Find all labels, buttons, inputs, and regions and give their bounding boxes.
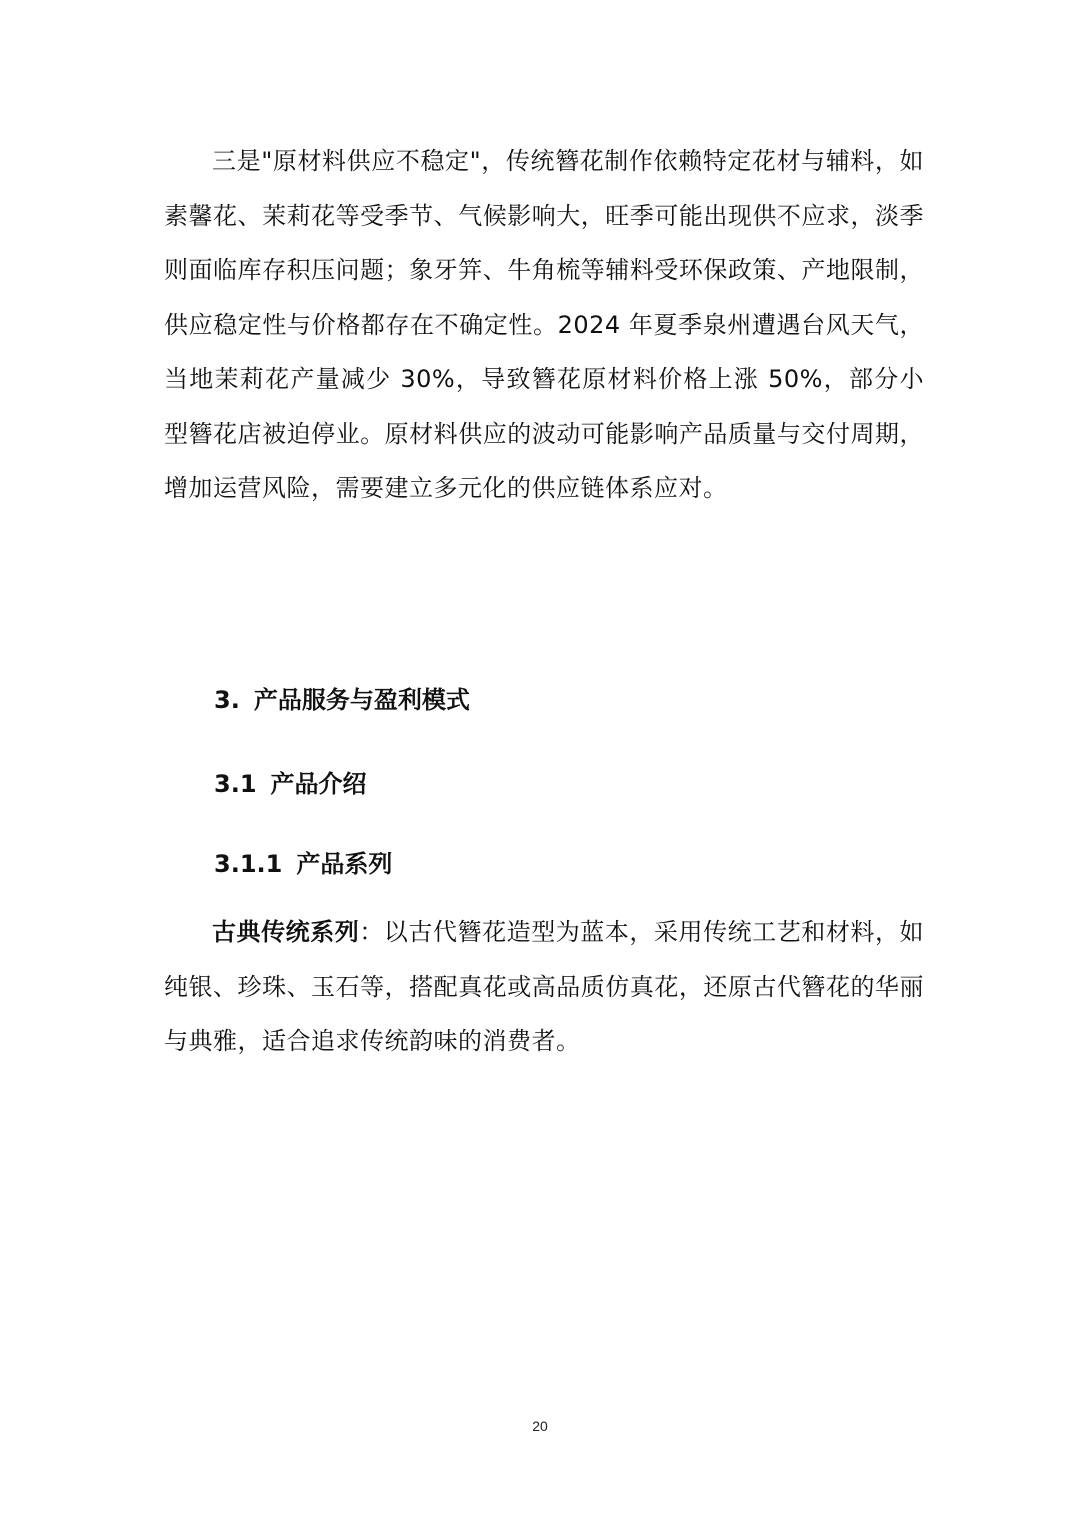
section-heading-3-1-1 — [214, 847, 392, 881]
body-paragraph-classic-series — [164, 905, 924, 1069]
paragraph-text: 三是"原材料供应不稳定"，传统簪花制作依赖特定花材与辅料，如素馨花、茉莉花等受季节、气候影响大，旺季可能出现供不应求，淡季则面临库存积压问题；象牙笄、牛角梳等辅料受环保政策、产地限制，供应稳定性与价格都存在不确定性。2024 年夏季泉州遭遇台风天气，当地茉莉花产量减少 30%，导致簪花原材料价格上涨 50%，部分小型簪花店被迫停业。原材料供应的波动可能影响产品质量与交付周期，增加运营风险，需要建立多元化的供应链体系应对。 — [164, 147, 924, 502]
paragraph-lead-term: 古典传统系列 — [212, 918, 360, 946]
section-number: 3.1.1 — [214, 850, 283, 878]
section-heading-3-1 — [214, 767, 367, 801]
body-paragraph-raw-material — [164, 134, 924, 516]
section-number: 3. — [214, 686, 240, 714]
section-title: 产品介绍 — [270, 770, 367, 798]
section-title: 产品系列 — [296, 850, 393, 878]
section-heading-3 — [214, 683, 470, 717]
section-number: 3.1 — [214, 770, 257, 798]
paragraph-text: ：以古代簪花造型为蓝本，采用传统工艺和材料，如纯银、珍珠、玉石等，搭配真花或高品质仿真花，还原古代簪花的华丽与典雅，适合追求传统韵味的消费者。 — [164, 918, 925, 1055]
section-title: 产品服务与盈利模式 — [253, 686, 470, 714]
page-number: 20 — [532, 1418, 548, 1434]
